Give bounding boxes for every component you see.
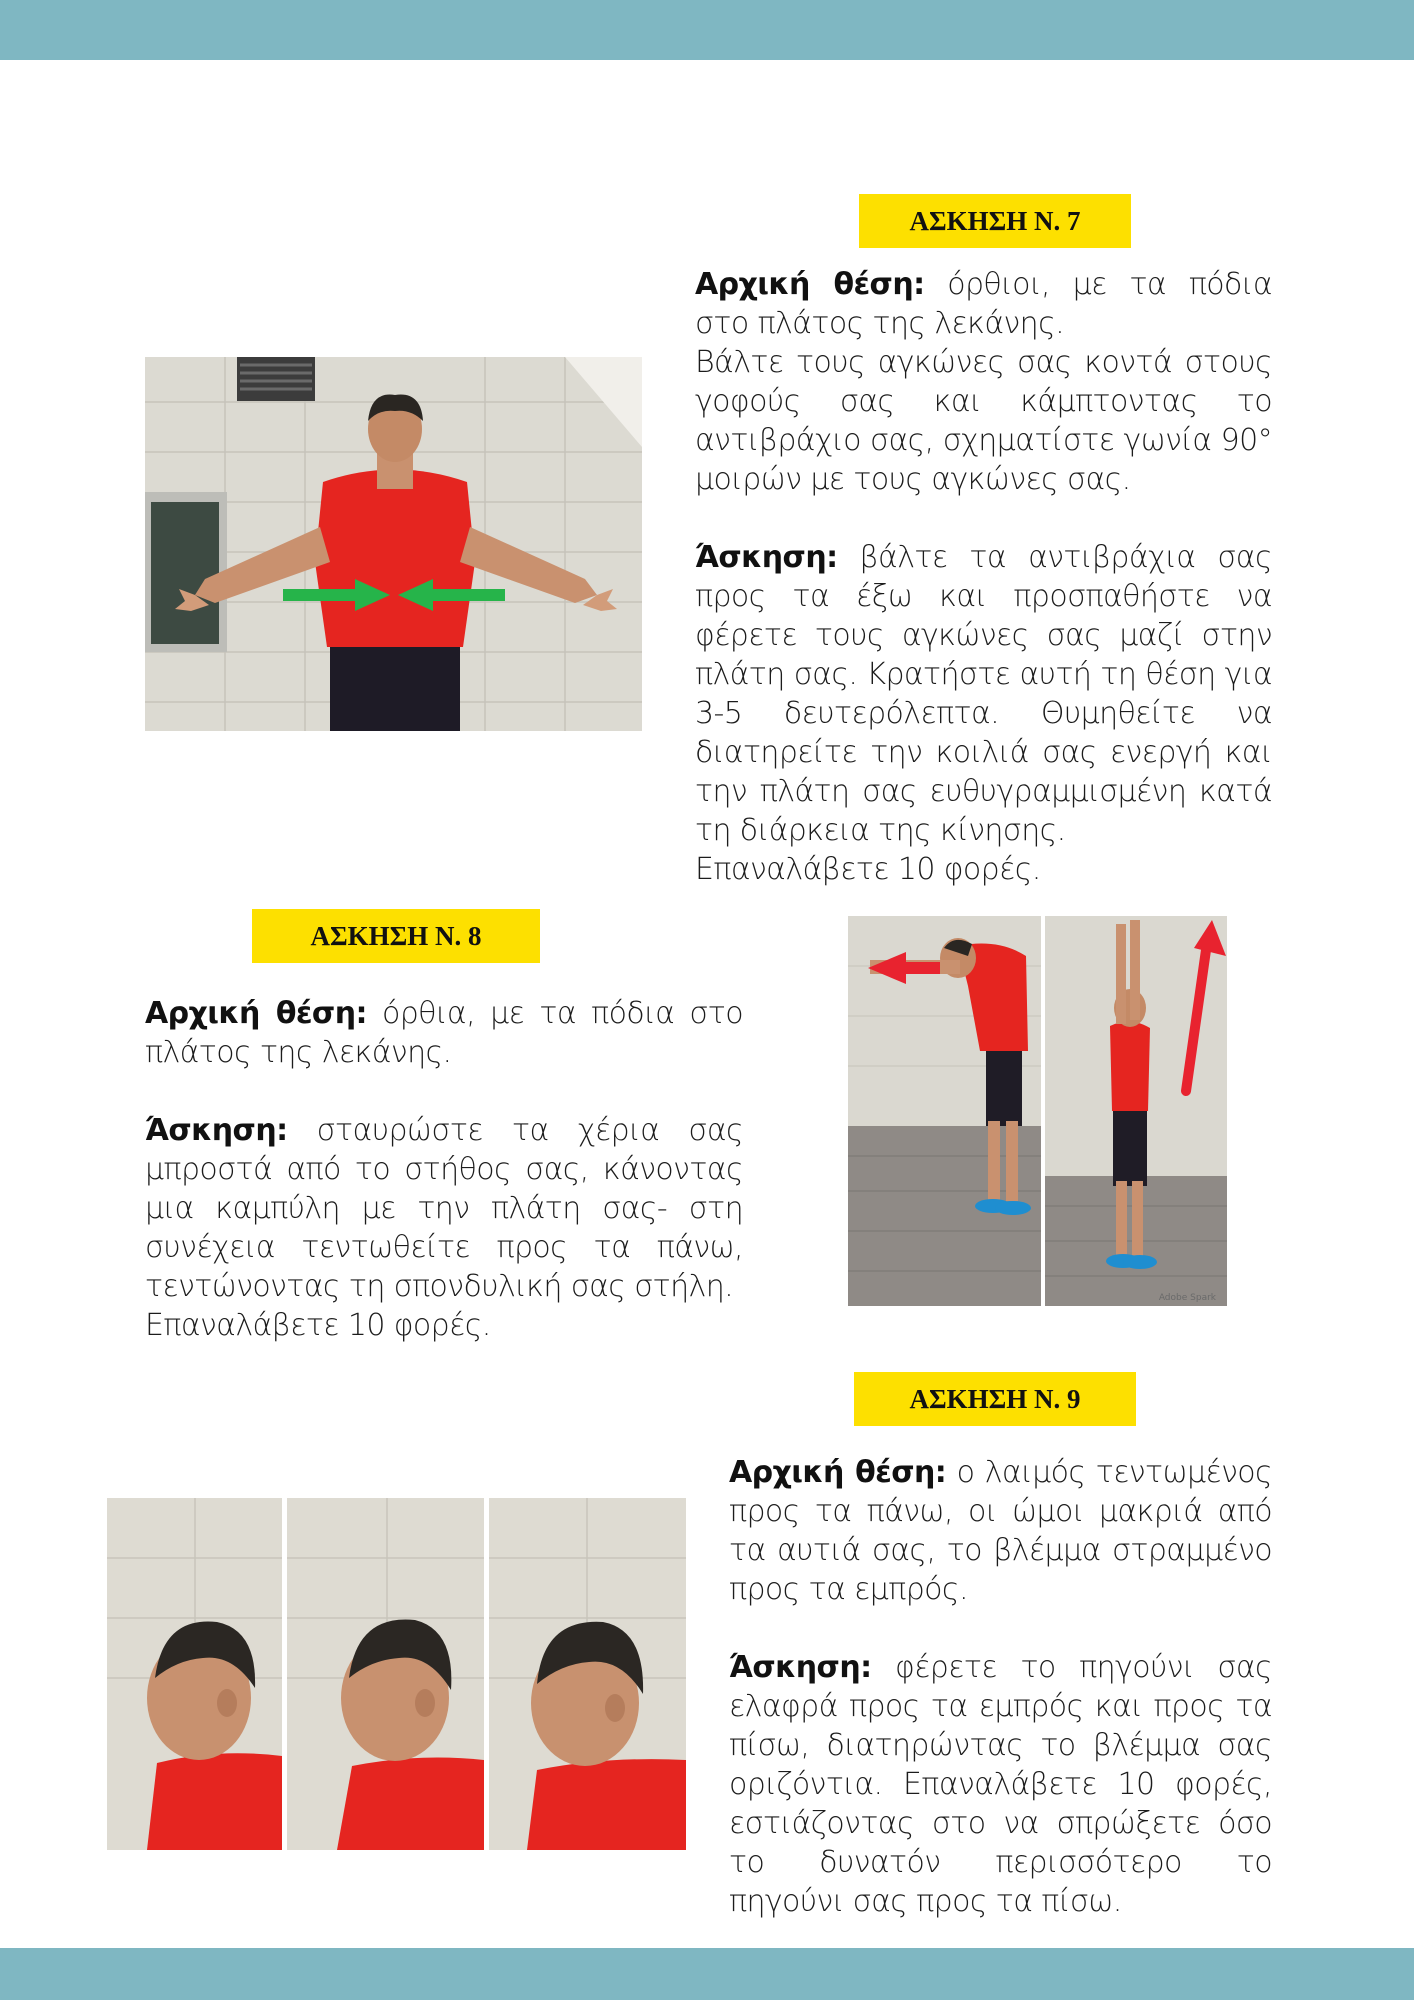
exercise-7-ex-line: διατηρείτε την κοιλιά σας ενεργή και	[695, 735, 1272, 770]
exercise-9-heading	[854, 1372, 1136, 1426]
exercise-9-start-line: προς τα εμπρός.	[729, 1572, 968, 1607]
exercise-9-start-label: Αρχική θέση:	[729, 1455, 947, 1490]
exercise-7-start-label: Αρχική θέση:	[695, 267, 925, 302]
exercise-9-start-line: τα αυτιά σας, το βλέμμα στραμμένο	[729, 1533, 1272, 1568]
exercise-8-photo	[848, 916, 1227, 1306]
exercise-9-ex-line: εστιάζοντας στο να σπρώξετε όσο	[729, 1806, 1272, 1841]
exercise-9-ex-line: ελαφρά προς τα εμπρός και προς τα	[729, 1689, 1272, 1724]
exercise-9-ex-line: το δυνατόν περισσότερο το	[729, 1845, 1272, 1880]
exercise-7-line: Βάλτε τους αγκώνες σας κοντά στους	[695, 345, 1272, 380]
exercise-9-start-line: προς τα πάνω, οι ώμοι μακριά από	[729, 1494, 1272, 1529]
exercise-7-line: αντιβράχιο σας, σχηματίστε γωνία 90°	[695, 423, 1272, 458]
exercise-7-ex-line: φέρετε τους αγκώνες σας μαζί στην	[695, 618, 1272, 653]
exercise-9-ex-text: φέρετε το πηγούνι σας	[895, 1650, 1273, 1685]
exercise-7-heading	[859, 194, 1131, 248]
exercise-8-ex-line: μια καμπύλη με την πλάτη σας- στη	[145, 1191, 743, 1226]
exercise-7-text	[695, 265, 1272, 889]
exercise-7-ex-label: Άσκηση:	[695, 540, 838, 575]
exercise-7-ex-line: την πλάτη σας ευθυγραμμισμένη κατά	[695, 774, 1272, 809]
exercise-8-start-label: Αρχική θέση:	[145, 996, 367, 1031]
exercise-9-photo	[107, 1498, 686, 1850]
exercise-8-ex-text: σταυρώστε τα χέρια σας	[316, 1113, 743, 1148]
exercise-8-heading-text: ΑΣΚΗΣΗ Ν. 8	[310, 920, 482, 951]
top-color-band	[0, 0, 1414, 60]
exercise-8-text	[145, 994, 743, 1345]
exercise-9-ex-line: οριζόντια. Επαναλάβετε 10 φορές,	[729, 1767, 1272, 1802]
exercise-8-ex-line: συνέχεια τεντωθείτε προς τα πάνω,	[145, 1230, 743, 1265]
exercise-7-line: μοιρών με τους αγκώνες σας.	[695, 462, 1131, 497]
exercise-7-photo	[145, 357, 642, 731]
exercise-7-ex-line: 3-5 δευτερόλεπτα. Θυμηθείτε να	[695, 696, 1272, 731]
exercise-7-ex-line: πλάτη σας. Κρατήστε αυτή τη θέση για	[695, 657, 1272, 692]
exercise-7-ex-text: βάλτε τα αντιβράχια σας	[859, 540, 1272, 575]
bottom-color-band	[0, 1948, 1414, 2000]
exercise-8-ex-line: τεντώνοντας τη σπονδυλική σας στήλη.	[145, 1269, 734, 1304]
exercise-8-start-line-2: πλάτος της λεκάνης.	[145, 1035, 452, 1070]
exercise-7-repeat: Επαναλάβετε 10 φορές.	[695, 852, 1041, 887]
exercise-8-ex-label: Άσκηση:	[145, 1113, 288, 1148]
exercise-8-ex-line: μπροστά από το στήθος σας, κάνοντας	[145, 1152, 743, 1187]
exercise-7-heading-text: ΑΣΚΗΣΗ Ν. 7	[909, 205, 1081, 236]
exercise-9-text	[729, 1453, 1272, 1921]
exercise-7-start-line-2: στο πλάτος της λεκάνης.	[695, 306, 1065, 341]
exercise-7-line: γοφούς σας και κάμπτοντας το	[695, 384, 1272, 419]
exercise-9-ex-line: πηγούνι σας προς τα πίσω.	[729, 1884, 1122, 1919]
adobe-spark-watermark: Adobe Spark	[1158, 1293, 1216, 1303]
exercise-7-start-text: όρθιοι, με τα πόδια	[947, 267, 1272, 302]
exercise-9-ex-label: Άσκηση:	[729, 1650, 872, 1685]
exercise-9-heading-text: ΑΣΚΗΣΗ Ν. 9	[909, 1383, 1081, 1414]
exercise-7-ex-line: τη διάρκεια της κίνησης.	[695, 813, 1066, 848]
exercise-8-heading	[252, 909, 540, 963]
exercise-9-start-text: ο λαιμός τεντωμένος	[956, 1455, 1272, 1490]
exercise-8-start-text: όρθια, με τα πόδια στο	[381, 996, 744, 1031]
exercise-8-repeat: Επαναλάβετε 10 φορές.	[145, 1308, 491, 1343]
exercise-7-ex-line: προς τα έξω και προσπαθήστε να	[695, 579, 1272, 614]
exercise-9-ex-line: πίσω, διατηρώντας το βλέμμα σας	[729, 1728, 1272, 1763]
